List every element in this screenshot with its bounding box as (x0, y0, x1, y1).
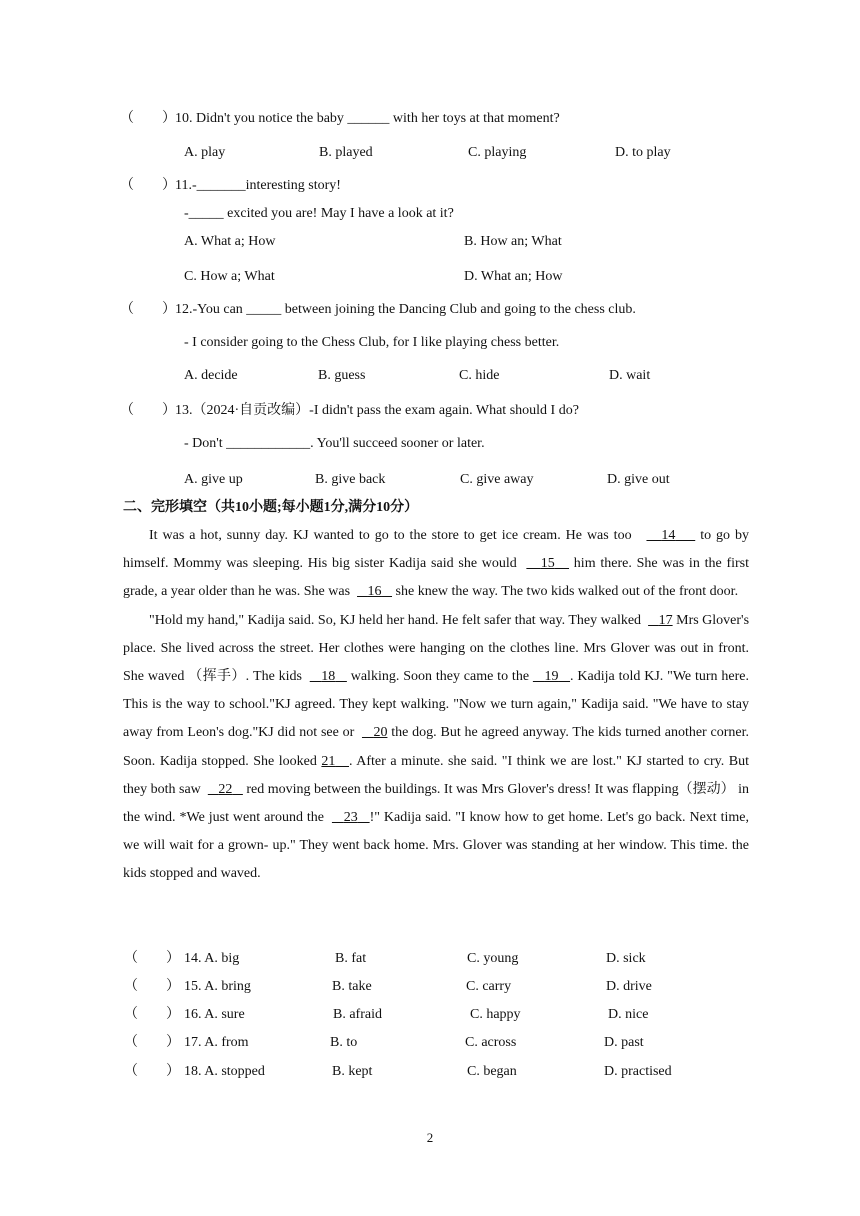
q17-option-a: 17. A. from (184, 1035, 249, 1050)
q10-option-a: A. play (184, 145, 226, 160)
q17-paren: （ ） (124, 1035, 180, 1050)
passage-text: walking. Soon they came to the (346, 669, 533, 685)
passage-text: to go by himself. Mommy was sleeping. His big sister Kadija said she would (123, 528, 750, 572)
q11-option-a: A. What a; How (184, 234, 276, 249)
q18-option-c: C. began (467, 1064, 517, 1079)
q15-paren: （ ） (124, 979, 180, 994)
passage-text: . After a minute. she said. "I think we are lost." KJ started to cry. But they both saw (123, 753, 749, 797)
passage-text: It was a hot, sunny day. KJ wanted to go to the store to get ice cream. He was too (149, 528, 637, 543)
blank-14: 14 (661, 528, 676, 543)
q13-stem-2: - Don't ____________. You'll succeed sooner or later. (184, 436, 485, 451)
q12-option-a: A. decide (184, 368, 238, 383)
q16-option-a: 16. A. sure (184, 1007, 245, 1022)
blank-22: 22 (218, 781, 233, 797)
q12-stem: 12.-You can _____ between joining the Dancing Club and going to the chess club. (175, 302, 636, 317)
q11-option-b: B. How an; What (464, 234, 562, 249)
q12-option-b: B. guess (318, 368, 366, 383)
q13-option-b: B. give back (315, 472, 386, 487)
passage-text: him there. She was in the first grade, a year older than he was. She was (123, 556, 750, 600)
q11-stem-2: -_____ excited you are! May I have a look at it? (184, 206, 454, 221)
blank-18: 18 (321, 669, 336, 685)
q13-option-a: A. give up (184, 472, 243, 487)
q12-stem-2: - I consider going to the Chess Club, for I like playing chess better. (184, 335, 560, 350)
q10-option-c: C. playing (468, 145, 527, 160)
passage-text: red moving between the buildings. It was Mrs Glover's dress! It was flapping（摆动） in the wind. *We just went around the (123, 781, 750, 826)
q13-option-c: C. give away (460, 472, 534, 487)
q10-option-b: B. played (319, 145, 373, 160)
q18-option-a: 18. A. stopped (184, 1064, 265, 1079)
passage-paragraph-1 (123, 522, 749, 607)
blank-21: 21 (321, 753, 336, 769)
cloze-passage (123, 522, 749, 889)
blank-15: 15 (540, 556, 555, 572)
q14-option-a: 14. A. big (184, 951, 240, 966)
q12-paren: （ ） (120, 302, 176, 317)
blank-19: 19 (544, 669, 559, 685)
q16-option-b: B. afraid (333, 1007, 382, 1022)
q10-option-d: D. to play (615, 145, 671, 160)
section-heading: 二、完形填空（共10小题;每小题1分,满分10分） (123, 500, 419, 515)
q10-paren: （ ） (120, 111, 176, 126)
q11-option-c: C. How a; What (184, 269, 275, 284)
passage-text: she knew the way. The two kids walked out of the front door. (392, 584, 739, 600)
q16-option-c: C. happy (470, 1007, 521, 1022)
q14-option-d: D. sick (606, 951, 646, 966)
q17-option-c: C. across (465, 1035, 517, 1050)
q13-stem: 13.（2024·自贡改编）-I didn't pass the exam again. What should I do? (175, 403, 579, 418)
blank-23: 23 (343, 810, 358, 826)
q15-option-d: D. drive (606, 979, 652, 994)
q15-option-b: B. take (332, 979, 372, 994)
q11-option-d: D. What an; How (464, 269, 563, 284)
q17-option-d: D. past (604, 1035, 644, 1050)
q16-paren: （ ） (124, 1007, 180, 1022)
q11-paren: （ ） (120, 178, 176, 193)
q13-option-d: D. give out (607, 472, 670, 487)
q15-option-c: C. carry (466, 979, 512, 994)
passage-text: "Hold my hand," Kadija said. So, KJ held her hand. He felt safer that way. They walked (149, 612, 645, 628)
q18-paren: （ ） (124, 1064, 180, 1079)
passage-text: the dog. But he agreed anyway. The kids turned another corner. Soon. Kadija stopped. She looked (123, 725, 750, 769)
passage-text: !" Kadija said. "I know how to get home. Let's go back. Next time, we will wait for a grown- up." They went back home. Mrs. Glover was standing at her window. This time. the kids stopped and waved. (123, 810, 750, 882)
q14-option-c: C. young (467, 951, 519, 966)
passage-text: Mrs Glover's place. She lived across the street. Her clothes were hanging on the clothes line. Mrs Glover was out in front. She waved （挥手）. The kids (123, 612, 750, 685)
q18-option-b: B. kept (332, 1064, 373, 1079)
passage-text: . Kadija told KJ. "We turn here. This is the way to school."KJ agreed. They kept walking. "Now we turn again," Kadija said. "We have to stay away from Leon's dog."KJ did not see or (123, 669, 750, 741)
q16-option-d: D. nice (608, 1007, 649, 1022)
passage-paragraph-2 (123, 607, 749, 889)
q13-paren: （ ） (120, 403, 176, 418)
blank-17: 17 (658, 612, 673, 628)
q18-option-d: D. practised (604, 1064, 672, 1079)
q12-option-c: C. hide (459, 368, 500, 383)
q11-stem: 11.-_______interesting story! (175, 178, 341, 193)
q14-option-b: B. fat (335, 951, 367, 966)
q17-option-b: B. to (330, 1035, 358, 1050)
blank-16: 16 (367, 584, 382, 600)
blank-20: 20 (373, 725, 388, 741)
q10-stem: 10. Didn't you notice the baby ______ with her toys at that moment? (175, 111, 560, 126)
q12-option-d: D. wait (609, 368, 651, 383)
page-number: 2 (426, 1130, 434, 1145)
q14-paren: （ ） (124, 951, 180, 966)
q15-option-a: 15. A. bring (184, 979, 251, 994)
